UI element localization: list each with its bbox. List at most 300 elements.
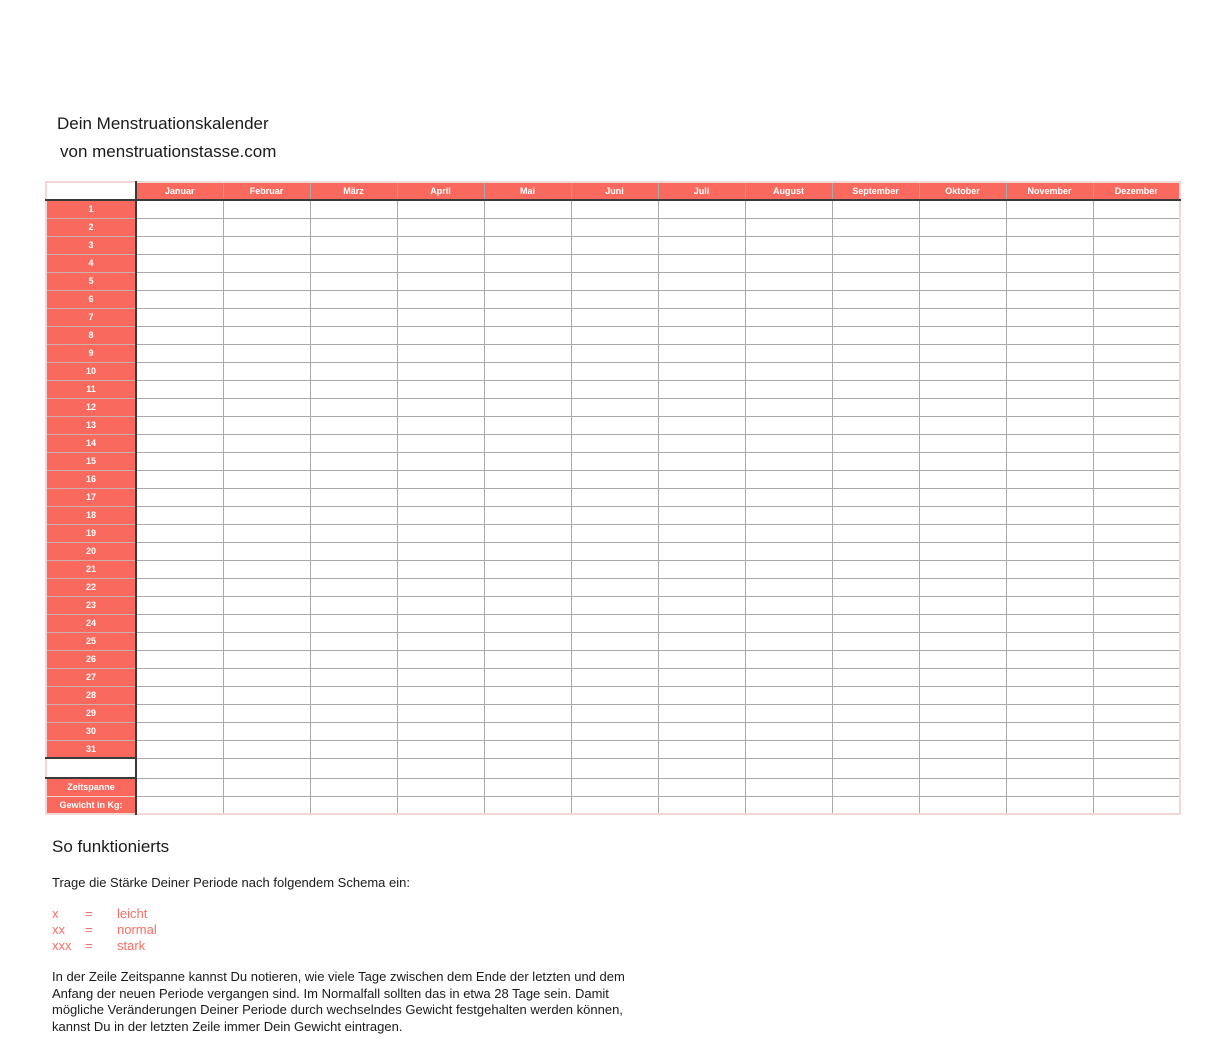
calendar-cell — [571, 796, 658, 814]
calendar-cell — [310, 758, 397, 778]
calendar-cell — [919, 254, 1006, 272]
calendar-cell — [571, 596, 658, 614]
calendar-cell — [832, 200, 919, 218]
calendar-cell — [745, 740, 832, 758]
corner-cell — [46, 182, 136, 200]
day-row-27 — [46, 668, 1180, 686]
calendar-cell — [484, 524, 571, 542]
calendar-cell — [397, 560, 484, 578]
calendar-cell — [919, 632, 1006, 650]
calendar-cell — [1006, 506, 1093, 524]
calendar-cell — [745, 704, 832, 722]
calendar-cell — [832, 272, 919, 290]
legend-row-2 — [52, 938, 157, 954]
calendar-cell — [571, 740, 658, 758]
instructions-intro: Trage die Stärke Deiner Periode nach folgendem Schema ein: — [52, 875, 410, 890]
calendar-cell — [223, 236, 310, 254]
day-row-16 — [46, 470, 1180, 488]
calendar-cell — [832, 362, 919, 380]
calendar-cell — [397, 380, 484, 398]
calendar-cell — [919, 778, 1006, 796]
calendar-cell — [1093, 596, 1180, 614]
calendar-cell — [223, 632, 310, 650]
calendar-cell — [484, 308, 571, 326]
day-label-25: 25 — [46, 632, 136, 650]
calendar-cell — [310, 254, 397, 272]
calendar-cell — [832, 560, 919, 578]
calendar-cell — [658, 308, 745, 326]
calendar-cell — [658, 778, 745, 796]
calendar-cell — [484, 650, 571, 668]
month-header-10: November — [1006, 182, 1093, 200]
calendar-cell — [571, 308, 658, 326]
calendar-cell — [310, 326, 397, 344]
calendar-cell — [919, 452, 1006, 470]
legend-symbol: xxx — [52, 938, 72, 953]
calendar-cell — [658, 362, 745, 380]
calendar-cell — [571, 632, 658, 650]
calendar-cell — [310, 470, 397, 488]
day-row-6 — [46, 290, 1180, 308]
calendar-cell — [571, 578, 658, 596]
day-label-22: 22 — [46, 578, 136, 596]
calendar-cell — [484, 778, 571, 796]
calendar-cell — [484, 614, 571, 632]
calendar-cell — [397, 506, 484, 524]
calendar-cell — [223, 722, 310, 740]
calendar-cell — [1006, 686, 1093, 704]
calendar-cell — [223, 560, 310, 578]
day-row-24 — [46, 614, 1180, 632]
calendar-cell — [1006, 308, 1093, 326]
calendar-cell — [223, 290, 310, 308]
day-label-21: 21 — [46, 560, 136, 578]
gap-row — [46, 758, 1180, 778]
calendar-cell — [745, 344, 832, 362]
month-header-9: Oktober — [919, 182, 1006, 200]
calendar-cell — [397, 488, 484, 506]
calendar-cell — [136, 380, 223, 398]
calendar-cell — [1093, 308, 1180, 326]
calendar-cell — [919, 722, 1006, 740]
calendar-cell — [919, 704, 1006, 722]
calendar-cell — [484, 254, 571, 272]
calendar-cell — [745, 758, 832, 778]
calendar-cell — [658, 796, 745, 814]
calendar-cell — [745, 578, 832, 596]
calendar-cell — [745, 686, 832, 704]
calendar-cell — [1093, 416, 1180, 434]
day-label-6: 6 — [46, 290, 136, 308]
intensity-legend — [52, 906, 157, 954]
calendar-cell — [1093, 704, 1180, 722]
calendar-cell — [397, 722, 484, 740]
calendar-cell — [571, 200, 658, 218]
calendar-cell — [571, 272, 658, 290]
calendar-cell — [745, 326, 832, 344]
calendar-cell — [658, 344, 745, 362]
calendar-cell — [310, 452, 397, 470]
calendar-cell — [1093, 650, 1180, 668]
calendar-cell — [310, 614, 397, 632]
calendar-cell — [223, 778, 310, 796]
month-header-11: Dezember — [1093, 182, 1180, 200]
calendar-cell — [1006, 452, 1093, 470]
calendar-cell — [658, 758, 745, 778]
calendar-cell — [832, 632, 919, 650]
calendar-cell — [832, 452, 919, 470]
calendar-cell — [397, 796, 484, 814]
calendar-cell — [832, 778, 919, 796]
calendar-cell — [397, 308, 484, 326]
calendar-cell — [745, 308, 832, 326]
calendar-cell — [919, 398, 1006, 416]
calendar-cell — [658, 236, 745, 254]
calendar-cell — [1093, 778, 1180, 796]
calendar-cell — [223, 506, 310, 524]
calendar-cell — [1006, 380, 1093, 398]
calendar-cell — [571, 614, 658, 632]
calendar-cell — [484, 506, 571, 524]
day-row-30 — [46, 722, 1180, 740]
calendar-cell — [1006, 200, 1093, 218]
day-row-23 — [46, 596, 1180, 614]
calendar-cell — [832, 218, 919, 236]
calendar-cell — [310, 344, 397, 362]
legend-label: stark — [117, 938, 146, 953]
calendar-cell — [223, 344, 310, 362]
calendar-cell — [397, 416, 484, 434]
calendar-cell — [310, 272, 397, 290]
calendar-cell — [223, 614, 310, 632]
day-row-13 — [46, 416, 1180, 434]
calendar-cell — [919, 434, 1006, 452]
calendar-cell — [745, 488, 832, 506]
calendar-cell — [832, 578, 919, 596]
calendar-cell — [310, 308, 397, 326]
calendar-cell — [919, 596, 1006, 614]
calendar-cell — [136, 668, 223, 686]
month-header-1: Februar — [223, 182, 310, 200]
day-label-11: 11 — [46, 380, 136, 398]
day-row-31 — [46, 740, 1180, 758]
calendar-cell — [1093, 452, 1180, 470]
calendar-cell — [136, 236, 223, 254]
month-header-5: Juni — [571, 182, 658, 200]
calendar-cell — [397, 272, 484, 290]
calendar-cell — [223, 596, 310, 614]
calendar-cell — [223, 668, 310, 686]
calendar-cell — [832, 796, 919, 814]
calendar-cell — [223, 218, 310, 236]
calendar-cell — [745, 560, 832, 578]
calendar-cell — [1093, 740, 1180, 758]
calendar-cell — [1006, 470, 1093, 488]
day-label-10: 10 — [46, 362, 136, 380]
day-row-9 — [46, 344, 1180, 362]
calendar-cell — [397, 326, 484, 344]
calendar-cell — [484, 272, 571, 290]
calendar-cell — [658, 524, 745, 542]
calendar-cell — [658, 614, 745, 632]
calendar-cell — [136, 542, 223, 560]
calendar-cell — [310, 632, 397, 650]
calendar-cell — [223, 272, 310, 290]
calendar-cell — [1006, 668, 1093, 686]
calendar-cell — [136, 596, 223, 614]
calendar-cell — [832, 326, 919, 344]
calendar-cell — [1093, 796, 1180, 814]
calendar-cell — [1093, 362, 1180, 380]
calendar-cell — [1006, 326, 1093, 344]
calendar-cell — [919, 272, 1006, 290]
day-label-29: 29 — [46, 704, 136, 722]
calendar-cell — [136, 524, 223, 542]
calendar-cell — [223, 434, 310, 452]
calendar-cell — [223, 470, 310, 488]
calendar-cell — [484, 796, 571, 814]
calendar-cell — [919, 218, 1006, 236]
calendar-cell — [1093, 200, 1180, 218]
calendar-cell — [571, 380, 658, 398]
calendar-cell — [919, 686, 1006, 704]
calendar-cell — [223, 542, 310, 560]
calendar-cell — [1093, 632, 1180, 650]
calendar-cell — [571, 488, 658, 506]
calendar-cell — [832, 398, 919, 416]
page-title: Dein Menstruationskalender — [57, 114, 269, 133]
calendar-cell — [745, 722, 832, 740]
calendar-cell — [136, 218, 223, 236]
day-row-25 — [46, 632, 1180, 650]
calendar-cell — [484, 344, 571, 362]
calendar-table — [45, 181, 1181, 815]
calendar-cell — [310, 236, 397, 254]
calendar-cell — [397, 290, 484, 308]
calendar-cell — [658, 596, 745, 614]
calendar-cell — [745, 632, 832, 650]
calendar-cell — [1093, 578, 1180, 596]
calendar-cell — [223, 740, 310, 758]
day-row-1 — [46, 200, 1180, 218]
calendar-cell — [484, 758, 571, 778]
calendar-cell — [745, 778, 832, 796]
calendar-cell — [223, 380, 310, 398]
calendar-cell — [571, 218, 658, 236]
calendar-cell — [571, 542, 658, 560]
calendar-cell — [136, 632, 223, 650]
calendar-cell — [571, 524, 658, 542]
day-label-13: 13 — [46, 416, 136, 434]
legend-symbol: x — [52, 906, 59, 921]
calendar-cell — [484, 632, 571, 650]
calendar-cell — [484, 596, 571, 614]
month-header-3: April — [397, 182, 484, 200]
calendar-cell — [397, 434, 484, 452]
calendar-body — [46, 182, 1180, 814]
month-header-8: September — [832, 182, 919, 200]
calendar-cell — [397, 668, 484, 686]
calendar-cell — [1006, 796, 1093, 814]
calendar-cell — [658, 578, 745, 596]
calendar-cell — [223, 452, 310, 470]
day-row-22 — [46, 578, 1180, 596]
calendar-cell — [1006, 778, 1093, 796]
calendar-cell — [397, 524, 484, 542]
calendar-cell — [832, 308, 919, 326]
calendar-cell — [745, 290, 832, 308]
day-label-18: 18 — [46, 506, 136, 524]
calendar-cell — [310, 722, 397, 740]
calendar-cell — [832, 506, 919, 524]
calendar-cell — [484, 452, 571, 470]
calendar-cell — [310, 200, 397, 218]
calendar-cell — [310, 560, 397, 578]
calendar-cell — [745, 362, 832, 380]
calendar-cell — [1006, 434, 1093, 452]
day-row-14 — [46, 434, 1180, 452]
calendar-cell — [310, 740, 397, 758]
calendar-cell — [919, 344, 1006, 362]
calendar-cell — [484, 398, 571, 416]
calendar-cell — [1093, 254, 1180, 272]
calendar-cell — [1006, 272, 1093, 290]
day-row-12 — [46, 398, 1180, 416]
calendar-cell — [310, 362, 397, 380]
day-label-30: 30 — [46, 722, 136, 740]
calendar-header-row — [46, 182, 1180, 200]
calendar-cell — [1006, 542, 1093, 560]
calendar-cell — [223, 758, 310, 778]
calendar-cell — [571, 560, 658, 578]
calendar-cell — [1006, 632, 1093, 650]
calendar-cell — [919, 758, 1006, 778]
month-header-7: August — [745, 182, 832, 200]
calendar-cell — [397, 650, 484, 668]
calendar-cell — [919, 362, 1006, 380]
day-label-19: 19 — [46, 524, 136, 542]
calendar-cell — [397, 632, 484, 650]
calendar-cell — [136, 308, 223, 326]
day-label-7: 7 — [46, 308, 136, 326]
calendar-cell — [1006, 740, 1093, 758]
calendar-cell — [136, 488, 223, 506]
calendar-cell — [223, 650, 310, 668]
calendar-cell — [397, 596, 484, 614]
calendar-cell — [484, 362, 571, 380]
day-label-17: 17 — [46, 488, 136, 506]
calendar-cell — [919, 650, 1006, 668]
calendar-cell — [571, 668, 658, 686]
calendar-cell — [919, 560, 1006, 578]
calendar-cell — [745, 650, 832, 668]
calendar-cell — [1093, 722, 1180, 740]
day-label-15: 15 — [46, 452, 136, 470]
calendar-cell — [919, 308, 1006, 326]
day-label-1: 1 — [46, 200, 136, 218]
calendar-cell — [223, 326, 310, 344]
calendar-cell — [919, 236, 1006, 254]
calendar-cell — [397, 542, 484, 560]
legend-symbol: xx — [52, 922, 65, 937]
calendar-cell — [310, 434, 397, 452]
calendar-cell — [1006, 218, 1093, 236]
calendar-cell — [484, 686, 571, 704]
calendar-cell — [223, 362, 310, 380]
calendar-cell — [1006, 290, 1093, 308]
calendar-cell — [1093, 290, 1180, 308]
calendar-cell — [397, 200, 484, 218]
day-row-5 — [46, 272, 1180, 290]
calendar-cell — [832, 344, 919, 362]
calendar-cell — [1006, 722, 1093, 740]
calendar-cell — [658, 632, 745, 650]
calendar-cell — [745, 524, 832, 542]
calendar-cell — [745, 272, 832, 290]
calendar-cell — [919, 326, 1006, 344]
calendar-cell — [658, 380, 745, 398]
calendar-cell — [484, 416, 571, 434]
calendar-cell — [658, 668, 745, 686]
calendar-cell — [310, 796, 397, 814]
calendar-cell — [745, 614, 832, 632]
day-label-2: 2 — [46, 218, 136, 236]
day-row-15 — [46, 452, 1180, 470]
calendar-cell — [484, 722, 571, 740]
calendar-cell — [223, 254, 310, 272]
calendar-cell — [745, 542, 832, 560]
day-row-11 — [46, 380, 1180, 398]
day-label-9: 9 — [46, 344, 136, 362]
day-row-29 — [46, 704, 1180, 722]
calendar-cell — [745, 470, 832, 488]
calendar-cell — [136, 290, 223, 308]
calendar-cell — [745, 236, 832, 254]
calendar-cell — [136, 398, 223, 416]
calendar-cell — [136, 200, 223, 218]
calendar-cell — [310, 290, 397, 308]
calendar-cell — [658, 290, 745, 308]
calendar-cell — [745, 796, 832, 814]
day-label-8: 8 — [46, 326, 136, 344]
calendar-cell — [571, 650, 658, 668]
instructions-heading: So funktionierts — [52, 837, 170, 856]
calendar-cell — [136, 452, 223, 470]
calendar-cell — [919, 796, 1006, 814]
calendar-cell — [223, 704, 310, 722]
calendar-cell — [919, 668, 1006, 686]
calendar-cell — [136, 326, 223, 344]
calendar-cell — [571, 398, 658, 416]
day-label-27: 27 — [46, 668, 136, 686]
calendar-cell — [745, 452, 832, 470]
calendar-cell — [136, 650, 223, 668]
day-row-4 — [46, 254, 1180, 272]
calendar-cell — [745, 398, 832, 416]
calendar-cell — [571, 470, 658, 488]
calendar-cell — [919, 380, 1006, 398]
day-label-4: 4 — [46, 254, 136, 272]
calendar-cell — [1093, 542, 1180, 560]
day-label-23: 23 — [46, 596, 136, 614]
calendar-cell — [136, 560, 223, 578]
extra-row-label-1: Gewicht in Kg: — [46, 796, 136, 814]
calendar-cell — [310, 398, 397, 416]
calendar-cell — [1093, 398, 1180, 416]
calendar-cell — [745, 506, 832, 524]
calendar-cell — [1006, 596, 1093, 614]
calendar-cell — [397, 614, 484, 632]
